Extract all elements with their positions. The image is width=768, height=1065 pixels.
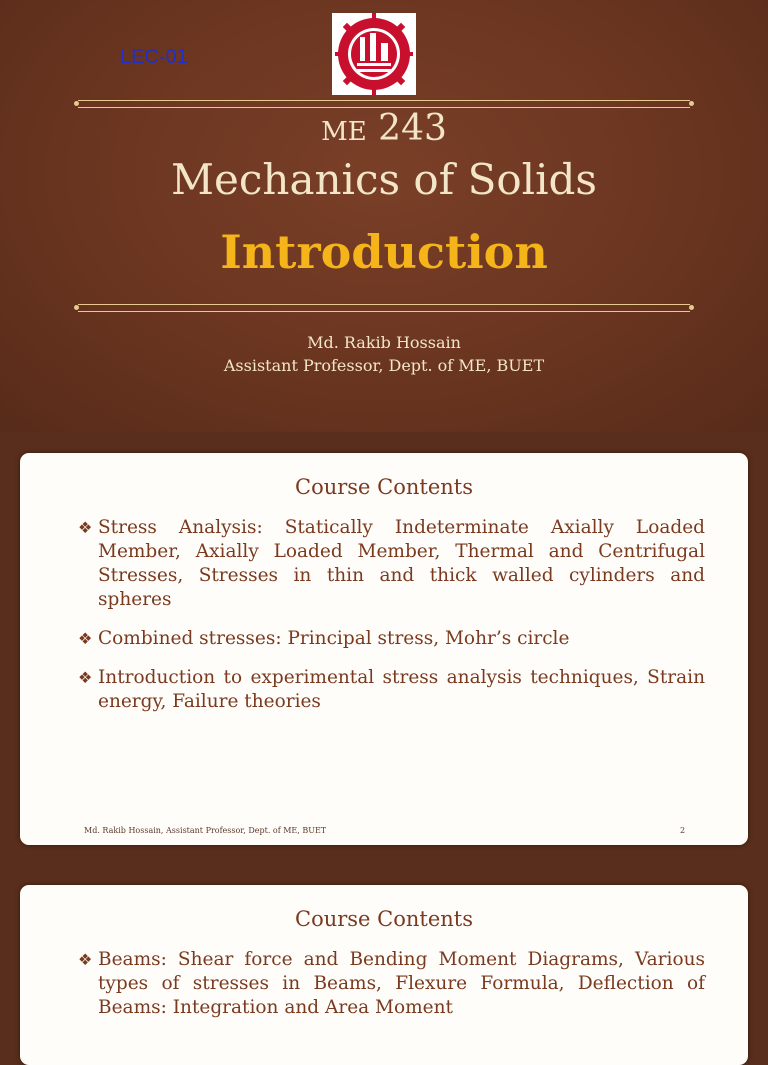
- top-divider: [78, 100, 690, 108]
- slide-title: Course Contents: [295, 475, 473, 499]
- course-contents-slide-1: [20, 453, 748, 845]
- bullet-list: [78, 516, 705, 729]
- list-item: [78, 516, 705, 612]
- course-contents-slide-2: [20, 885, 748, 1065]
- diamond-bullet-icon: ❖: [78, 668, 93, 687]
- list-item-text: Combined stresses: Principal stress, Mohr’s circle: [98, 628, 570, 649]
- diamond-bullet-icon: ❖: [78, 629, 93, 648]
- diamond-bullet-icon: ❖: [78, 518, 93, 537]
- list-item: [78, 627, 705, 651]
- crest-graphic: [332, 13, 416, 95]
- list-item-text: Introduction to experimental stress analysis techniques, Strain energy, Failure theories: [98, 667, 705, 712]
- university-crest-icon: [332, 13, 416, 95]
- page-number: 2: [680, 826, 686, 835]
- course-code-prefix: ME: [321, 117, 367, 147]
- bottom-divider: [78, 304, 690, 312]
- lecture-title: Introduction: [220, 225, 548, 279]
- author-name: Md. Rakib Hossain: [307, 333, 461, 352]
- course-code-number: 243: [378, 108, 447, 149]
- diamond-bullet-icon: ❖: [78, 950, 93, 969]
- list-item: [78, 666, 705, 714]
- slide-footer: Md. Rakib Hossain, Assistant Professor, Dept. of ME, BUET: [84, 826, 327, 835]
- list-item-text: Beams: Shear force and Bending Moment Diagrams, Various types of stresses in Beams, Flexure Formula, Deflection of Beams: Integration and Area Moment: [98, 949, 705, 1018]
- bullet-list: [78, 948, 705, 1035]
- title-slide: [0, 0, 768, 432]
- author-role: Assistant Professor, Dept. of ME, BUET: [223, 356, 545, 375]
- list-item: [78, 948, 705, 1020]
- slide-title: Course Contents: [295, 907, 473, 931]
- course-code: [0, 108, 768, 149]
- lecture-tag: LEC-01: [120, 46, 188, 68]
- course-name: Mechanics of Solids: [171, 155, 597, 204]
- author-block: [0, 331, 768, 377]
- list-item-text: Stress Analysis: Statically Indeterminate Axially Loaded Member, Axially Loaded Member, Thermal and Centrifugal Stresses, Stresses in thin and thick walled cylinders and spheres: [98, 517, 705, 610]
